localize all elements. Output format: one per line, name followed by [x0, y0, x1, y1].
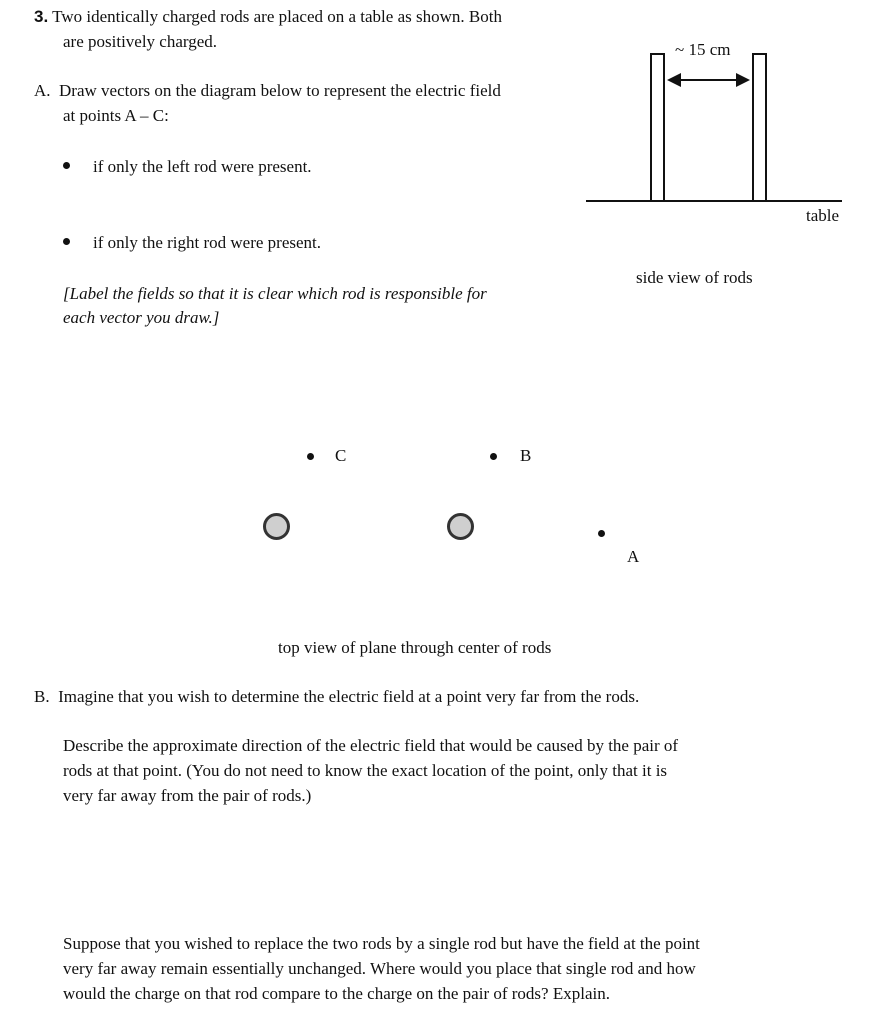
labeling-note-line1: [Label the fields so that it is clear which rod is responsible for [63, 284, 487, 303]
part-b-prompt [34, 684, 639, 709]
point-a-dot [598, 530, 605, 537]
part-b-line1: Imagine that you wish to determine the electric field at a point very far from the rods. [58, 687, 640, 706]
bullet-right-rod: if only the right rod were present. [93, 233, 322, 252]
right-rod-top-view [447, 513, 474, 540]
arrowhead-right-icon [736, 73, 750, 87]
arrowhead-left-icon [667, 73, 681, 87]
part-a-line2: at points A – C: [63, 106, 169, 125]
point-c-dot [307, 453, 314, 460]
question-number: 3. [34, 7, 49, 26]
suppose-line3: would the charge on that rod compare to the charge on the pair of rods? Explain. [63, 984, 610, 1003]
point-c-label: C [335, 446, 347, 465]
question-intro-line1: Two identically charged rods are placed on a table as shown. Both [52, 7, 502, 26]
point-b-dot [490, 453, 497, 460]
bullet-left-rod: if only the left rod were present. [93, 157, 312, 176]
right-rod-side [753, 54, 766, 201]
left-rod-top-view [263, 513, 290, 540]
part-b-label: B. [34, 687, 50, 706]
side-view-caption: side view of rods [636, 268, 753, 287]
question-intro [34, 4, 502, 29]
left-rod-side [651, 54, 664, 201]
describe-line1: Describe the approximate direction of the electric field that would be caused by the pair of [63, 736, 679, 755]
suppose-line2: very far away remain essentially unchanged. Where would you place that single rod and how [63, 959, 696, 978]
question-intro-line2: are positively charged. [63, 32, 218, 51]
part-a-label: A. [34, 81, 51, 100]
suppose-line1: Suppose that you wished to replace the two rods by a single rod but have the field at the point [63, 934, 700, 953]
describe-line3: very far away from the pair of rods.) [63, 786, 312, 805]
bullet-icon [63, 162, 70, 169]
side-view-diagram [580, 40, 850, 210]
point-a-label: A [627, 547, 640, 566]
part-a-prompt [34, 78, 501, 103]
describe-line2: rods at that point. (You do not need to know the exact location of the point, only that it is [63, 761, 668, 780]
point-b-label: B [520, 446, 532, 465]
labeling-note-line2: each vector you draw.] [63, 308, 220, 327]
dimension-label: ~ 15 cm [675, 40, 731, 59]
table-label: table [806, 206, 840, 225]
bullet-icon [63, 238, 70, 245]
part-a-line1: Draw vectors on the diagram below to represent the electric field [59, 81, 501, 100]
top-view-caption: top view of plane through center of rods [278, 638, 552, 657]
